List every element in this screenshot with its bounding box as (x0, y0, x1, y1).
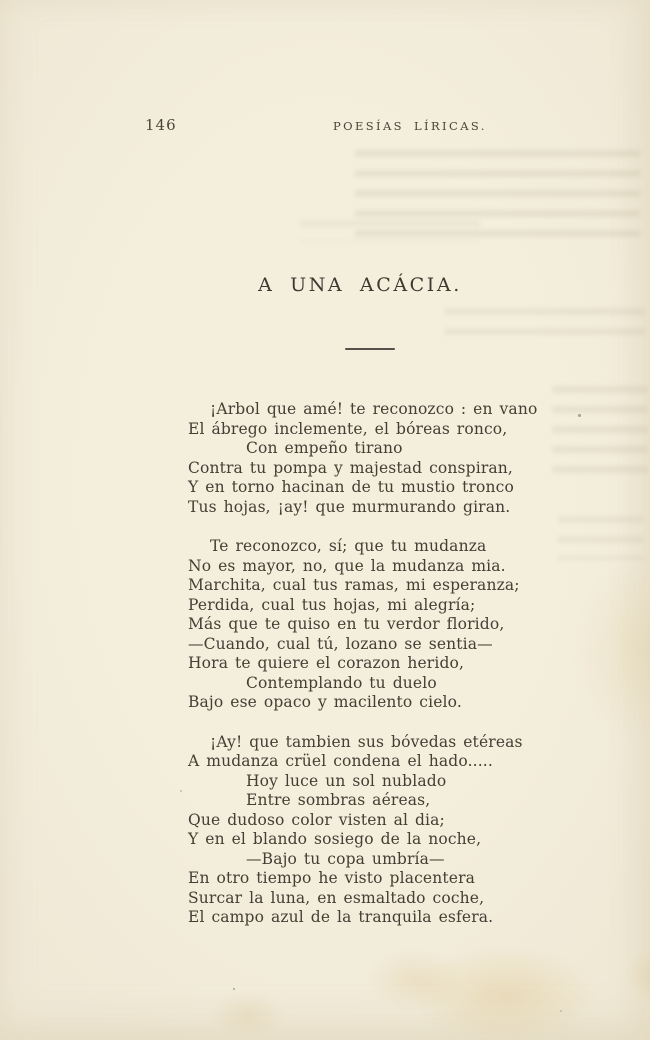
poem-line: Entre sombras aéreas, (246, 791, 431, 809)
poem-line: Te reconozco, sí; que tu mudanza (210, 537, 487, 555)
poem-line: Surcar la luna, en esmaltado coche, (188, 888, 485, 907)
poem-line: Que dudoso color visten al dia; (188, 810, 445, 829)
poem-line: Con empeño tirano (246, 439, 403, 457)
bleed-through-text (300, 212, 480, 242)
poem-line: Y en el blando sosiego de la noche, (188, 830, 482, 848)
poem-line: Contemplando tu duelo (246, 673, 437, 692)
poem-stanza (188, 537, 558, 713)
poem-line: Contra tu pompa y majestad conspiran, (188, 458, 513, 477)
poem-line: Bajo ese opaco y macilento cielo. (188, 693, 462, 711)
poem-line: Hoy luce un sol nublado (246, 771, 447, 790)
bleed-through-text (445, 300, 645, 348)
section-divider (345, 348, 395, 350)
poem-line: A mudanza crüel condena el hado..... (188, 752, 493, 770)
page-number: 146 (145, 116, 177, 134)
poem-line: En otro tiempo he visto placentera (188, 869, 476, 887)
poem-line: ¡Arbol que amé! te reconozco : en vano (210, 400, 538, 418)
poem-line: —Cuando, cual tú, lozano se sentia— (188, 634, 493, 653)
paper-speck (233, 988, 235, 990)
poem-line: No es mayor, no, que la mudanza mia. (188, 556, 506, 575)
poem-line: El ábrego inclemente, el bóreas ronco, (188, 419, 508, 438)
paper-speck (560, 1010, 562, 1012)
poem-stanza (188, 400, 558, 517)
paper-speck (578, 414, 581, 417)
poem-line: Más que te quiso en tu verdor florido, (188, 615, 505, 633)
running-header: POESÍAS LÍRICAS. (333, 119, 487, 133)
paper-speck (180, 790, 182, 792)
poem-title: A UNA ACÁCIA. (258, 274, 462, 296)
poem-line: Y en torno hacinan de tu mustio tronco (188, 478, 514, 496)
bleed-through-text (552, 378, 648, 486)
poem-line: Hora te quiere el corazon herido, (188, 654, 465, 672)
bleed-through-text (558, 508, 644, 560)
poem-line: Perdida, cual tus hojas, mi alegría; (188, 595, 476, 614)
poem-stanza (188, 733, 558, 928)
poem-line: —Bajo tu copa umbría— (246, 849, 445, 868)
poem-line: Marchita, cual tus ramas, mi esperanza; (188, 576, 520, 594)
poem-body (188, 400, 558, 948)
poem-line: ¡Ay! que tambien sus bóvedas etéreas (210, 732, 523, 751)
poem-line: Tus hojas, ¡ay! que murmurando giran. (188, 497, 511, 516)
poem-line: El campo azul de la tranquila esfera. (188, 908, 494, 926)
